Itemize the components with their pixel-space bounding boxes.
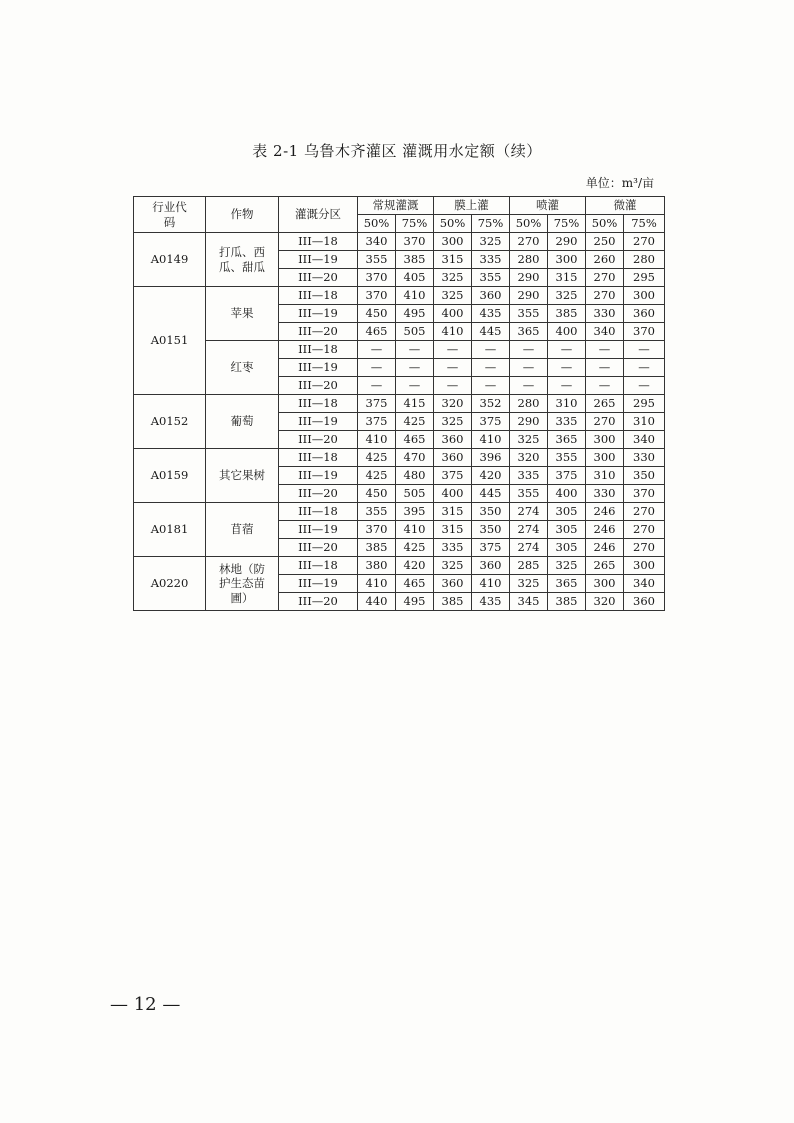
quota-value-cell: 295 <box>624 269 665 287</box>
quota-value-cell: 505 <box>396 485 434 503</box>
quota-value-cell: 370 <box>358 521 396 539</box>
header-code: 行业代码 <box>134 197 206 233</box>
quota-value-cell: 370 <box>358 287 396 305</box>
quota-value-cell: 270 <box>510 233 548 251</box>
quota-value-cell: 290 <box>510 269 548 287</box>
quota-value-cell: 335 <box>510 467 548 485</box>
crop-cell: 苹果 <box>206 287 279 341</box>
quota-value-cell: 325 <box>434 413 472 431</box>
quota-value-cell: — <box>434 359 472 377</box>
quota-value-cell: 270 <box>586 287 624 305</box>
crop-cell: 打瓜、西瓜、甜瓜 <box>206 233 279 287</box>
quota-value-cell: — <box>358 341 396 359</box>
header-method: 常规灌溉 <box>358 197 434 215</box>
zone-cell: III—19 <box>279 251 358 269</box>
header-method: 微灌 <box>586 197 665 215</box>
quota-value-cell: 315 <box>548 269 586 287</box>
quota-value-cell: 270 <box>624 539 665 557</box>
quota-value-cell: — <box>472 359 510 377</box>
quota-value-cell: 325 <box>434 287 472 305</box>
quota-value-cell: — <box>434 341 472 359</box>
header-pct: 75% <box>472 215 510 233</box>
quota-value-cell: 410 <box>396 287 434 305</box>
header-pct: 75% <box>548 215 586 233</box>
quota-value-cell: 400 <box>434 485 472 503</box>
industry-code-cell: A0151 <box>134 287 206 395</box>
quota-value-cell: 355 <box>358 251 396 269</box>
quota-value-cell: 330 <box>586 485 624 503</box>
zone-cell: III—18 <box>279 233 358 251</box>
quota-value-cell: 375 <box>548 467 586 485</box>
zone-cell: III—18 <box>279 341 358 359</box>
quota-value-cell: 445 <box>472 485 510 503</box>
quota-value-cell: — <box>548 377 586 395</box>
header-pct: 50% <box>434 215 472 233</box>
quota-value-cell: 280 <box>510 251 548 269</box>
table-row <box>134 287 665 305</box>
header-pct: 75% <box>396 215 434 233</box>
header-zone: 灌溉分区 <box>279 197 358 233</box>
quota-value-cell: 335 <box>472 251 510 269</box>
zone-cell: III—20 <box>279 269 358 287</box>
zone-cell: III—18 <box>279 503 358 521</box>
quota-value-cell: — <box>586 341 624 359</box>
quota-value-cell: 425 <box>396 413 434 431</box>
quota-value-cell: 360 <box>624 593 665 611</box>
quota-value-cell: 396 <box>472 449 510 467</box>
quota-value-cell: 300 <box>624 557 665 575</box>
quota-value-cell: 246 <box>586 503 624 521</box>
industry-code-cell: A0152 <box>134 395 206 449</box>
quota-value-cell: 425 <box>358 467 396 485</box>
quota-value-cell: 345 <box>510 593 548 611</box>
quota-value-cell: 330 <box>624 449 665 467</box>
header-method: 喷灌 <box>510 197 586 215</box>
quota-value-cell: 400 <box>548 323 586 341</box>
table-row <box>134 503 665 521</box>
quota-value-cell: 325 <box>548 557 586 575</box>
quota-value-cell: 320 <box>510 449 548 467</box>
quota-value-cell: 274 <box>510 539 548 557</box>
quota-value-cell: 355 <box>548 449 586 467</box>
quota-value-cell: 465 <box>396 575 434 593</box>
quota-value-cell: 320 <box>434 395 472 413</box>
quota-value-cell: 410 <box>396 521 434 539</box>
quota-value-cell: 325 <box>434 269 472 287</box>
quota-value-cell: 450 <box>358 305 396 323</box>
quota-value-cell: — <box>396 377 434 395</box>
quota-value-cell: 340 <box>358 233 396 251</box>
quota-value-cell: 340 <box>586 323 624 341</box>
quota-value-cell: 300 <box>548 251 586 269</box>
quota-value-cell: 365 <box>548 431 586 449</box>
industry-code-cell: A0181 <box>134 503 206 557</box>
quota-value-cell: 410 <box>434 323 472 341</box>
quota-value-cell: 365 <box>510 323 548 341</box>
table-row <box>134 557 665 575</box>
quota-value-cell: 445 <box>472 323 510 341</box>
crop-cell: 红枣 <box>206 341 279 395</box>
quota-value-cell: — <box>624 341 665 359</box>
quota-value-cell: 246 <box>586 521 624 539</box>
quota-value-cell: 300 <box>434 233 472 251</box>
quota-value-cell: 310 <box>624 413 665 431</box>
quota-value-cell: 290 <box>548 233 586 251</box>
quota-value-cell: 465 <box>396 431 434 449</box>
table-body <box>134 233 665 611</box>
quota-value-cell: 290 <box>510 287 548 305</box>
quota-value-cell: 355 <box>510 485 548 503</box>
quota-value-cell: 375 <box>472 413 510 431</box>
quota-value-cell: 270 <box>624 503 665 521</box>
quota-value-cell: — <box>358 359 396 377</box>
quota-value-cell: 300 <box>586 431 624 449</box>
header-crop: 作物 <box>206 197 279 233</box>
quota-value-cell: 355 <box>472 269 510 287</box>
table-header <box>134 197 665 233</box>
quota-value-cell: 265 <box>586 557 624 575</box>
quota-value-cell: 435 <box>472 593 510 611</box>
quota-value-cell: 274 <box>510 503 548 521</box>
quota-value-cell: 410 <box>358 431 396 449</box>
zone-cell: III—19 <box>279 521 358 539</box>
quota-value-cell: 315 <box>434 503 472 521</box>
quota-value-cell: 310 <box>586 467 624 485</box>
quota-value-cell: 270 <box>624 233 665 251</box>
quota-value-cell: 385 <box>434 593 472 611</box>
crop-cell: 林地（防护生态苗圃） <box>206 557 279 611</box>
quota-value-cell: 280 <box>510 395 548 413</box>
quota-value-cell: 385 <box>548 593 586 611</box>
quota-value-cell: — <box>472 341 510 359</box>
table-row <box>134 341 665 359</box>
quota-value-cell: 415 <box>396 395 434 413</box>
irrigation-quota-table <box>133 196 665 611</box>
quota-value-cell: 370 <box>358 269 396 287</box>
quota-value-cell: 325 <box>510 575 548 593</box>
quota-value-cell: 270 <box>586 413 624 431</box>
zone-cell: III—19 <box>279 413 358 431</box>
table-row <box>134 395 665 413</box>
quota-value-cell: 400 <box>548 485 586 503</box>
quota-value-cell: 365 <box>548 575 586 593</box>
quota-value-cell: — <box>358 377 396 395</box>
zone-cell: III—19 <box>279 575 358 593</box>
page-number: — 12 — <box>110 994 181 1015</box>
quota-value-cell: 350 <box>472 503 510 521</box>
quota-value-cell: 274 <box>510 521 548 539</box>
quota-value-cell: 360 <box>472 557 510 575</box>
quota-value-cell: 385 <box>358 539 396 557</box>
zone-cell: III—19 <box>279 305 358 323</box>
zone-cell: III—20 <box>279 323 358 341</box>
quota-value-cell: 270 <box>586 269 624 287</box>
quota-value-cell: 325 <box>472 233 510 251</box>
quota-value-cell: 360 <box>434 449 472 467</box>
quota-value-cell: 420 <box>472 467 510 485</box>
quota-value-cell: 395 <box>396 503 434 521</box>
quota-value-cell: 410 <box>472 575 510 593</box>
quota-value-cell: — <box>548 341 586 359</box>
quota-value-cell: 370 <box>624 323 665 341</box>
quota-value-cell: 405 <box>396 269 434 287</box>
quota-value-cell: 290 <box>510 413 548 431</box>
quota-value-cell: 505 <box>396 323 434 341</box>
quota-value-cell: 425 <box>396 539 434 557</box>
quota-value-cell: 350 <box>472 521 510 539</box>
unit-label: 单位：m³/亩 <box>585 176 654 190</box>
quota-value-cell: 465 <box>358 323 396 341</box>
zone-cell: III—18 <box>279 557 358 575</box>
quota-value-cell: 305 <box>548 539 586 557</box>
quota-value-cell: 300 <box>624 287 665 305</box>
quota-value-cell: 410 <box>472 431 510 449</box>
industry-code-cell: A0149 <box>134 233 206 287</box>
zone-cell: III—18 <box>279 395 358 413</box>
quota-value-cell: 352 <box>472 395 510 413</box>
quota-value-cell: 285 <box>510 557 548 575</box>
quota-value-cell: 360 <box>472 287 510 305</box>
quota-value-cell: 375 <box>472 539 510 557</box>
table-title: 表 2-1 乌鲁木齐灌区 灌溉用水定额（续） <box>252 142 542 160</box>
quota-value-cell: 420 <box>396 557 434 575</box>
table-row <box>134 449 665 467</box>
header-pct: 50% <box>358 215 396 233</box>
quota-value-cell: 300 <box>586 575 624 593</box>
quota-value-cell: 325 <box>434 557 472 575</box>
quota-value-cell: 265 <box>586 395 624 413</box>
quota-value-cell: 495 <box>396 593 434 611</box>
quota-value-cell: 325 <box>548 287 586 305</box>
crop-cell: 葡萄 <box>206 395 279 449</box>
quota-value-cell: 385 <box>396 251 434 269</box>
crop-cell: 苜蓿 <box>206 503 279 557</box>
quota-value-cell: 450 <box>358 485 396 503</box>
quota-value-cell: 370 <box>624 485 665 503</box>
crop-cell: 其它果树 <box>206 449 279 503</box>
industry-code-cell: A0159 <box>134 449 206 503</box>
zone-cell: III—18 <box>279 449 358 467</box>
quota-value-cell: 380 <box>358 557 396 575</box>
quota-value-cell: 375 <box>358 395 396 413</box>
quota-value-cell: 315 <box>434 251 472 269</box>
zone-cell: III—20 <box>279 431 358 449</box>
quota-value-cell: 305 <box>548 503 586 521</box>
quota-value-cell: 355 <box>510 305 548 323</box>
quota-value-cell: 385 <box>548 305 586 323</box>
quota-value-cell: — <box>586 377 624 395</box>
quota-value-cell: 315 <box>434 521 472 539</box>
quota-value-cell: — <box>510 377 548 395</box>
quota-value-cell: 355 <box>358 503 396 521</box>
quota-value-cell: — <box>510 341 548 359</box>
quota-value-cell: 300 <box>586 449 624 467</box>
quota-value-cell: 440 <box>358 593 396 611</box>
industry-code-cell: A0220 <box>134 557 206 611</box>
zone-cell: III—20 <box>279 539 358 557</box>
quota-value-cell: — <box>548 359 586 377</box>
quota-value-cell: 320 <box>586 593 624 611</box>
quota-value-cell: 270 <box>624 521 665 539</box>
quota-value-cell: 280 <box>624 251 665 269</box>
quota-value-cell: 400 <box>434 305 472 323</box>
quota-value-cell: 340 <box>624 575 665 593</box>
quota-value-cell: 480 <box>396 467 434 485</box>
header-pct: 50% <box>586 215 624 233</box>
quota-value-cell: 410 <box>358 575 396 593</box>
quota-value-cell: 360 <box>434 575 472 593</box>
quota-value-cell: 295 <box>624 395 665 413</box>
zone-cell: III—18 <box>279 287 358 305</box>
quota-value-cell: 260 <box>586 251 624 269</box>
quota-value-cell: — <box>472 377 510 395</box>
quota-value-cell: 340 <box>624 431 665 449</box>
zone-cell: III—20 <box>279 485 358 503</box>
quota-value-cell: 325 <box>510 431 548 449</box>
zone-cell: III—19 <box>279 467 358 485</box>
zone-cell: III—20 <box>279 593 358 611</box>
quota-value-cell: 375 <box>434 467 472 485</box>
quota-value-cell: 310 <box>548 395 586 413</box>
quota-value-cell: 375 <box>358 413 396 431</box>
quota-value-cell: 246 <box>586 539 624 557</box>
quota-value-cell: 250 <box>586 233 624 251</box>
header-method: 膜上灌 <box>434 197 510 215</box>
quota-value-cell: 425 <box>358 449 396 467</box>
quota-value-cell: — <box>510 359 548 377</box>
quota-value-cell: 330 <box>586 305 624 323</box>
quota-value-cell: 335 <box>548 413 586 431</box>
header-pct: 75% <box>624 215 665 233</box>
quota-value-cell: 370 <box>396 233 434 251</box>
quota-value-cell: 495 <box>396 305 434 323</box>
quota-value-cell: 360 <box>624 305 665 323</box>
table-row <box>134 233 665 251</box>
header-pct: 50% <box>510 215 548 233</box>
zone-cell: III—19 <box>279 359 358 377</box>
quota-value-cell: — <box>624 359 665 377</box>
quota-value-cell: 335 <box>434 539 472 557</box>
quota-value-cell: — <box>434 377 472 395</box>
quota-value-cell: — <box>396 359 434 377</box>
quota-value-cell: 435 <box>472 305 510 323</box>
quota-value-cell: — <box>624 377 665 395</box>
zone-cell: III—20 <box>279 377 358 395</box>
quota-value-cell: — <box>396 341 434 359</box>
quota-value-cell: 305 <box>548 521 586 539</box>
quota-value-cell: 360 <box>434 431 472 449</box>
quota-value-cell: 470 <box>396 449 434 467</box>
quota-value-cell: — <box>586 359 624 377</box>
quota-value-cell: 350 <box>624 467 665 485</box>
